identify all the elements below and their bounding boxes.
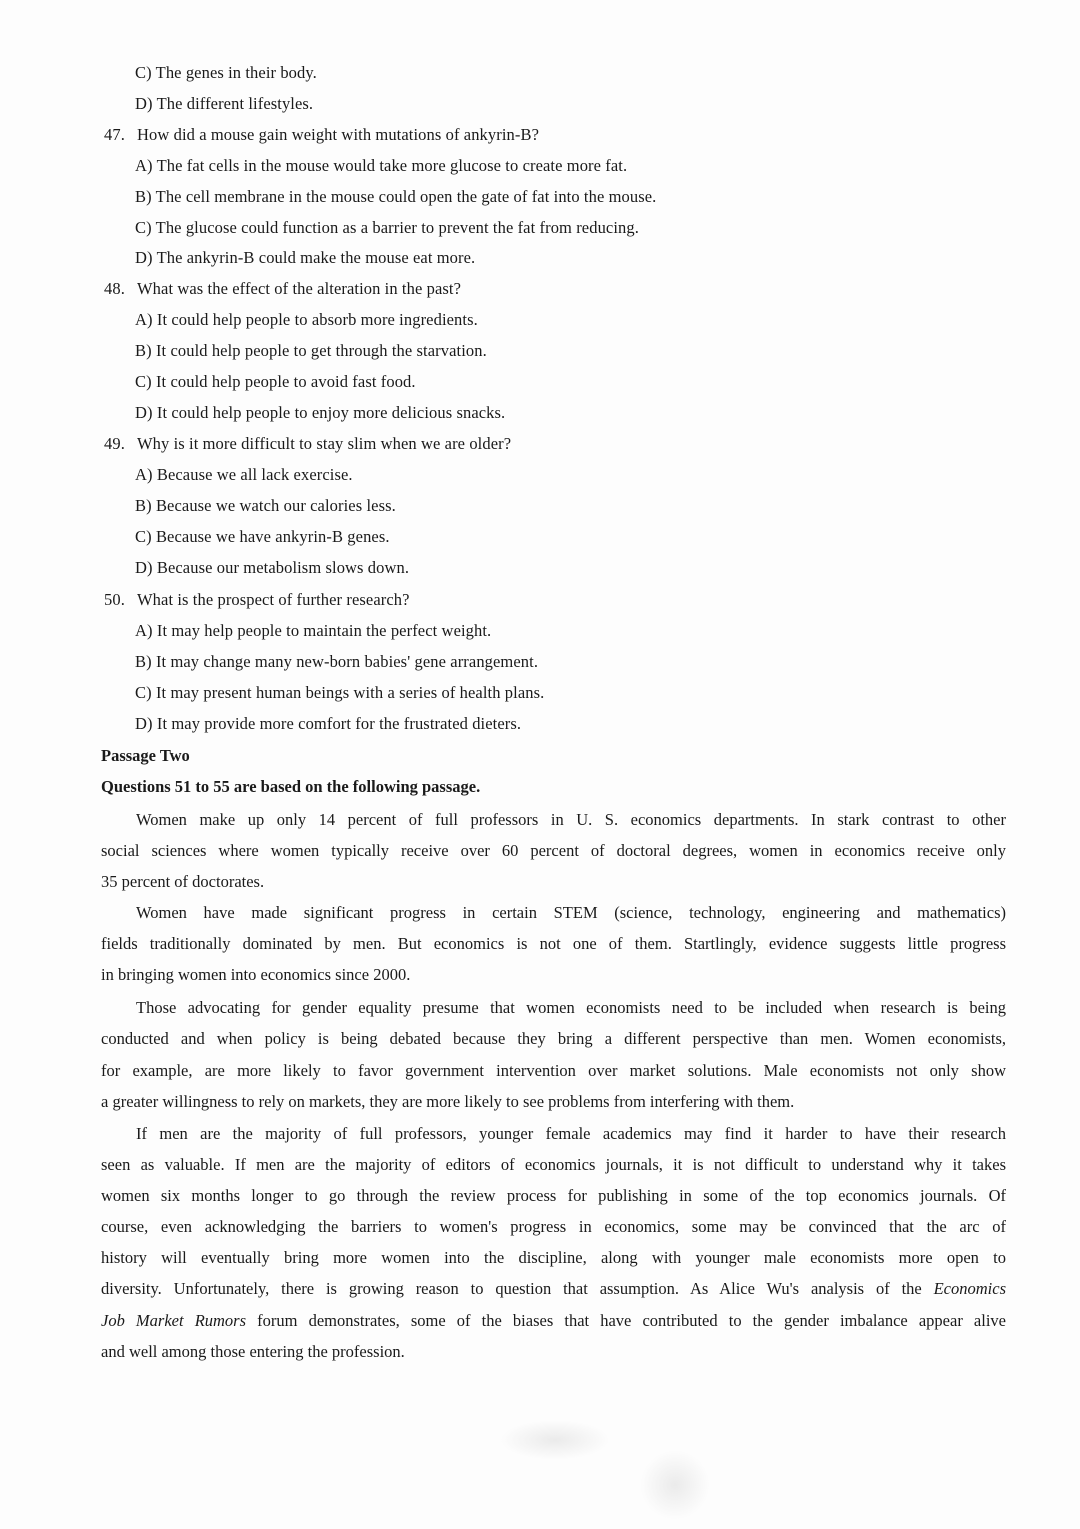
paragraph-line: If men are the majority of full professors, younger female academics may find it harder to have their research — [136, 1124, 1006, 1143]
option: B) It could help people to get through the starvation. — [135, 341, 487, 360]
paragraph-line: Women have made significant progress in certain STEM (science, technology, engineering and mathematics) — [136, 903, 1006, 922]
option: D) It may provide more comfort for the frustrated dieters. — [135, 714, 522, 733]
question-number: 47. — [104, 125, 125, 144]
option: A) The fat cells in the mouse would take more glucose to create more fat. — [135, 156, 628, 175]
option: A) Because we all lack exercise. — [135, 465, 353, 484]
paragraph-line-with-italic: diversity. Unfortunately, there is growing reason to question that assumption. As Alice Wu's analysis of the Economics — [101, 1279, 1006, 1298]
option: C) The glucose could function as a barrier to prevent the fat from reducing. — [135, 218, 639, 237]
paragraph-line: seen as valuable. If men are the majority of editors of economics journals, it is not difficult to understand why it takes — [101, 1155, 1006, 1174]
paragraph-line: for example, are more likely to favor government intervention over market solutions. Male economists not only show — [101, 1061, 1006, 1080]
scan-smudge — [500, 1420, 610, 1460]
question-text: Why is it more difficult to stay slim when we are older? — [137, 434, 512, 453]
option: B) Because we watch our calories less. — [135, 496, 396, 515]
paragraph-line: Women make up only 14 percent of full professors in U. S. economics departments. In stark contrast to other — [136, 810, 1006, 829]
passage-instruction: Questions 51 to 55 are based on the following passage. — [101, 777, 481, 796]
option: A) It could help people to absorb more ingredients. — [135, 310, 478, 329]
option: C) It could help people to avoid fast food. — [135, 372, 416, 391]
italic-title: Economics — [933, 1279, 1006, 1298]
option: B) The cell membrane in the mouse could open the gate of fat into the mouse. — [135, 187, 657, 206]
question-number: 49. — [104, 434, 125, 453]
scan-smudge — [640, 1450, 710, 1520]
question-number: 50. — [104, 590, 125, 609]
paragraph-line: history will eventually bring more women into the discipline, along with younger male economists more open to — [101, 1248, 1006, 1267]
question-text: What was the effect of the alteration in the past? — [137, 279, 462, 298]
italic-title: Job Market Rumors — [101, 1311, 247, 1330]
paragraph-line: 35 percent of doctorates. — [101, 872, 265, 891]
paragraph-line: women six months longer to go through the review process for publishing in some of the top economics journals. Of — [101, 1186, 1006, 1205]
paragraph-line: fields traditionally dominated by men. But economics is not one of them. Startlingly, evidence suggests little progress — [101, 934, 1006, 953]
paragraph-line: Those advocating for gender equality presume that women economists need to be included when research is being — [136, 998, 1006, 1017]
paragraph-line-with-italic: Job Market Rumors forum demonstrates, some of the biases that have contributed to the gender imbalance appear alive — [101, 1311, 1006, 1330]
paragraph-line: in bringing women into economics since 2000. — [101, 965, 411, 984]
option: C) It may present human beings with a series of health plans. — [135, 683, 545, 702]
option: C) Because we have ankyrin-B genes. — [135, 527, 390, 546]
option: D) The ankyrin-B could make the mouse eat more. — [135, 248, 476, 267]
option: D) It could help people to enjoy more delicious snacks. — [135, 403, 506, 422]
option-46-c: C) The genes in their body. — [135, 63, 317, 82]
option-46-d: D) The different lifestyles. — [135, 94, 314, 113]
question-number: 48. — [104, 279, 125, 298]
passage-title: Passage Two — [101, 746, 190, 765]
question-text: How did a mouse gain weight with mutations of ankyrin-B? — [137, 125, 539, 144]
paragraph-line: conducted and when policy is being debated because they bring a different perspective than men. Women economists, — [101, 1029, 1006, 1048]
paragraph-line: and well among those entering the profession. — [101, 1342, 405, 1361]
option: A) It may help people to maintain the perfect weight. — [135, 621, 492, 640]
option: D) Because our metabolism slows down. — [135, 558, 410, 577]
paragraph-line: course, even acknowledging the barriers to women's progress in economics, some may be convinced that the arc of — [101, 1217, 1006, 1236]
paragraph-line: a greater willingness to rely on markets, they are more likely to see problems from interfering with them. — [101, 1092, 795, 1111]
paragraph-line: social sciences where women typically receive over 60 percent of doctoral degrees, women in economics receive only — [101, 841, 1006, 860]
option: B) It may change many new-born babies' gene arrangement. — [135, 652, 539, 671]
question-text: What is the prospect of further research? — [137, 590, 410, 609]
